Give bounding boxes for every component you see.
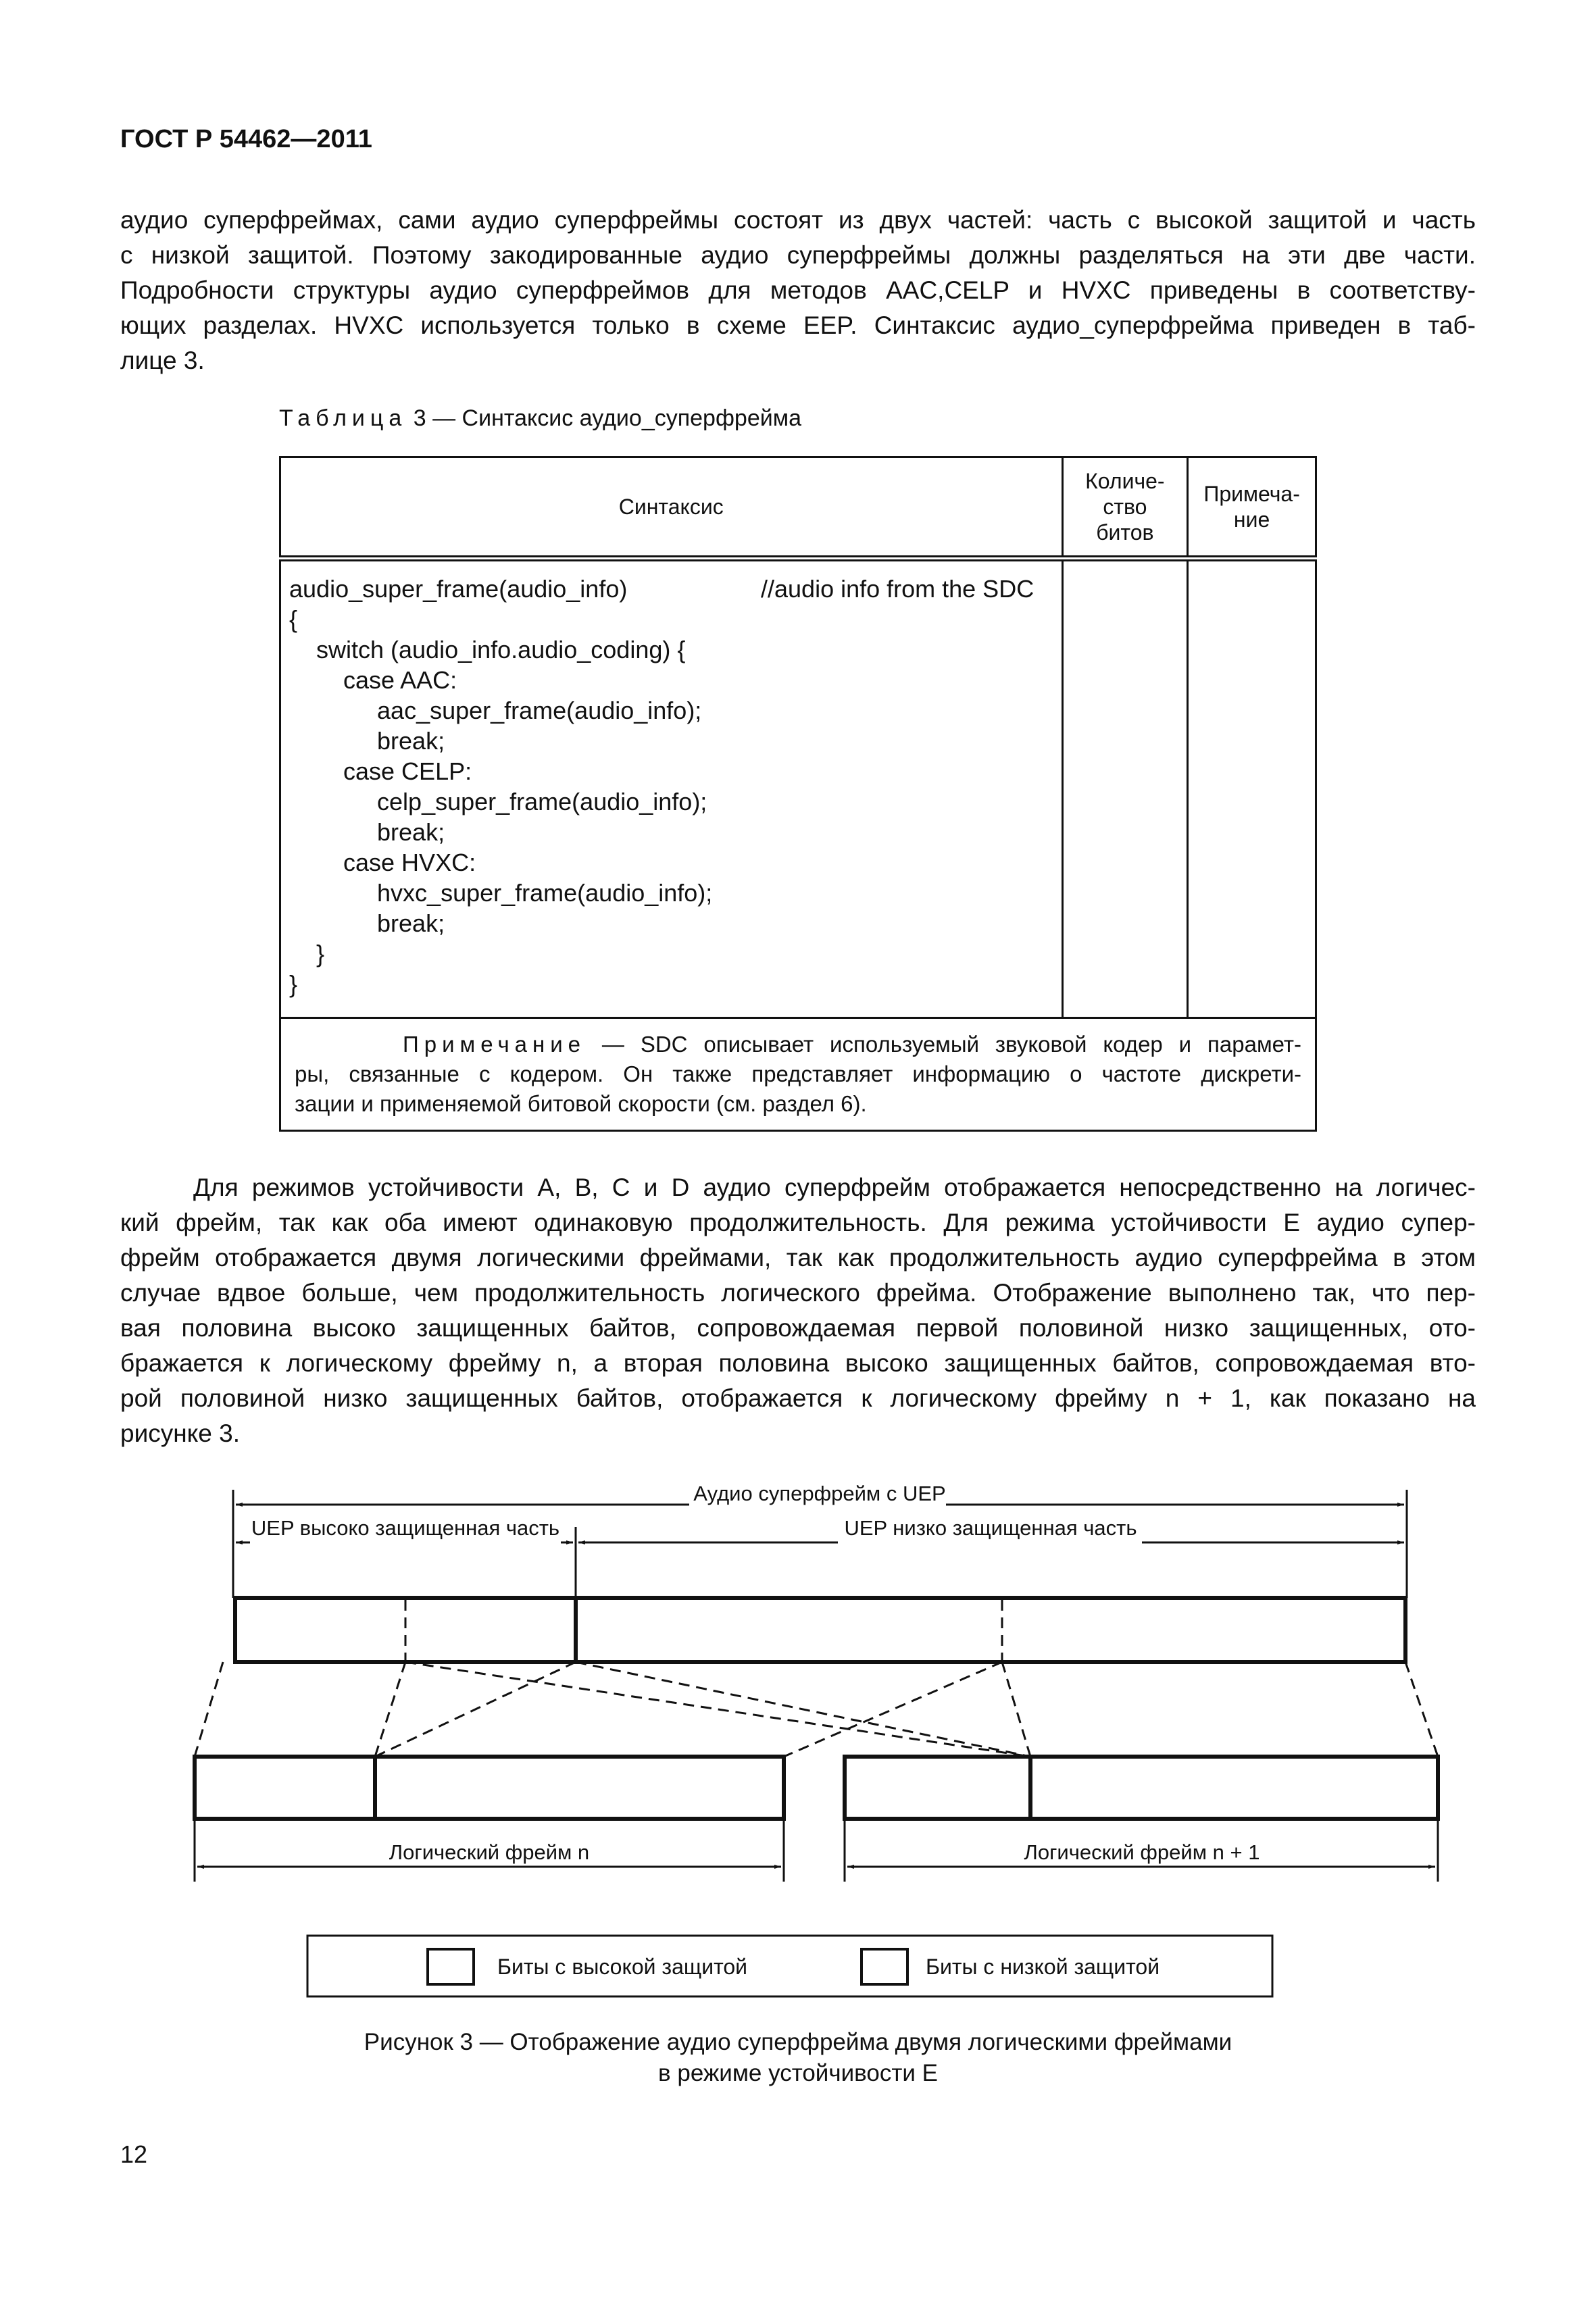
code-line: audio_super_frame(audio_info): [289, 575, 628, 603]
label-frame-n: Логический фрейм n: [389, 1840, 590, 1864]
note-line: зации и применяемой битовой скорости (см. раздел 6).: [295, 1091, 867, 1116]
text-line: кий фрейм, так как оба имеют одинаковую продолжительность. Для режима устойчивости E аудио супер-: [120, 1209, 1476, 1236]
frame-n-high-block: [195, 1757, 375, 1819]
text-line: Для режимов устойчивости A, B, C и D аудио суперфрейм отображается непосредственно на логичес-: [193, 1174, 1476, 1201]
table-caption-text: 3 — Синтаксис аудио_суперфрейма: [407, 405, 802, 431]
table-note: [280, 1018, 1316, 1131]
code-line: break;: [289, 727, 445, 755]
code-comment: //audio info from the SDC: [761, 575, 1034, 603]
text-line: вая половина высоко защищенных байтов, сопровождаемая первой половиной низко защищенных, ото-: [120, 1314, 1476, 1342]
text-line: лице 3.: [120, 347, 205, 374]
text-line: рой половиной низко защищенных байтов, отображается к логическому фрейму n + 1, как показано на: [120, 1384, 1476, 1412]
note-line: ры, связанные с кодером. Он также представляет информацию о частоте дискрети-: [295, 1061, 1301, 1086]
superframe-diagram: [0, 1453, 1596, 2007]
code-line: case AAC:: [289, 666, 457, 694]
superframe-low-block: [576, 1598, 1405, 1662]
bits-cell: [1062, 559, 1188, 1018]
header-syntax: Синтаксис: [280, 457, 1063, 559]
mapping-line: [1405, 1662, 1438, 1757]
text-line: ющих разделах. HVXC используется только в схеме EEP. Синтаксис аудио_суперфрейма приведен в таб-: [120, 311, 1476, 339]
table-body-row: [280, 559, 1316, 1018]
table-caption: [279, 405, 801, 432]
figure-caption: [0, 2027, 1596, 2089]
syntax-code: [280, 559, 1063, 1018]
code-line: celp_super_frame(audio_info);: [289, 788, 707, 815]
code-line: aac_super_frame(audio_info);: [289, 697, 702, 724]
document-header: ГОСТ Р 54462—2011: [120, 125, 372, 153]
mapping-line: [1002, 1662, 1030, 1757]
legend-low-swatch: [862, 1949, 907, 1984]
text-line: с низкой защитой. Поэтому закодированные аудио суперфреймы должны разделяться на эти две части.: [120, 241, 1476, 269]
code-line: switch (audio_info.audio_coding) {: [289, 636, 686, 663]
syntax-table: [279, 456, 1317, 1132]
note-label: Примечание: [403, 1032, 587, 1057]
legend-low-label: Биты с низкой защитой: [926, 1955, 1160, 1979]
figure-caption-line: в режиме устойчивости E: [658, 2060, 938, 2086]
mapping-line: [375, 1662, 405, 1757]
mapping-line: [405, 1662, 1030, 1757]
page-number: 12: [120, 2140, 148, 2168]
header-bits: Количе- ство битов: [1062, 457, 1188, 559]
text-line: бражается к логическому фрейму n, а вторая половина высоко защищенных байтов, сопровождаемая вто-: [120, 1349, 1476, 1377]
label-superframe: Аудио суперфрейм с UEP: [693, 1482, 946, 1505]
note-cell: [1188, 559, 1316, 1018]
code-line: case HVXC:: [289, 849, 476, 876]
table-header-row: [280, 457, 1316, 559]
header-note: Примеча- ние: [1188, 457, 1316, 559]
intro-paragraph: [120, 203, 1476, 378]
code-line: case CELP:: [289, 757, 472, 785]
code-line: {: [289, 605, 298, 633]
frame-n1-low-block: [1030, 1757, 1438, 1819]
figure-legend: [307, 1936, 1272, 1996]
mapping-line: [576, 1662, 1030, 1757]
text-line: аудио суперфреймах, сами аудио суперфреймы состоят из двух частей: часть с высокой защитой и часть: [120, 206, 1476, 234]
mapping-line: [195, 1662, 223, 1757]
legend-high-swatch: [428, 1949, 474, 1984]
text-line: случае вдвое больше, чем продолжительность логического фрейма. Отображение выполнено так, что пер-: [120, 1279, 1476, 1307]
code-lines: [289, 574, 1053, 999]
code-line: }: [289, 940, 325, 967]
body-paragraph: [120, 1170, 1476, 1451]
label-frame-n1: Логический фрейм n + 1: [1024, 1840, 1260, 1864]
frame-n-low-block: [375, 1757, 784, 1819]
frame-n1-high-block: [845, 1757, 1030, 1819]
text-line: Подробности структуры аудио суперфреймов для методов AAC,CELP и HVXC приведены в соответству-: [120, 276, 1476, 304]
text-line: фрейм отображается двумя логическими фреймами, так как продолжительность аудио суперфрейма в этом: [120, 1244, 1476, 1272]
mapping-line: [784, 1662, 1002, 1757]
legend-high-label: Биты с высокой защитой: [497, 1955, 748, 1979]
note-text: — SDC описывает используемый звуковой кодер и парамет-: [586, 1032, 1301, 1057]
table-note-row: [280, 1018, 1316, 1131]
text-line: рисунке 3.: [120, 1419, 240, 1447]
code-line: break;: [289, 909, 445, 937]
code-line: hvxc_super_frame(audio_info);: [289, 879, 713, 907]
code-line: }: [289, 970, 298, 998]
figure-caption-line: Рисунок 3 — Отображение аудио суперфрейма двумя логическими фреймами: [364, 2029, 1232, 2055]
table-caption-label: Таблица: [279, 405, 407, 431]
code-line: break;: [289, 818, 445, 846]
mapping-line: [375, 1662, 576, 1757]
label-low-part: UEP низко защищенная часть: [844, 1516, 1137, 1540]
label-high-part: UEP высоко защищенная часть: [251, 1516, 560, 1540]
note-line: [295, 1030, 1301, 1059]
